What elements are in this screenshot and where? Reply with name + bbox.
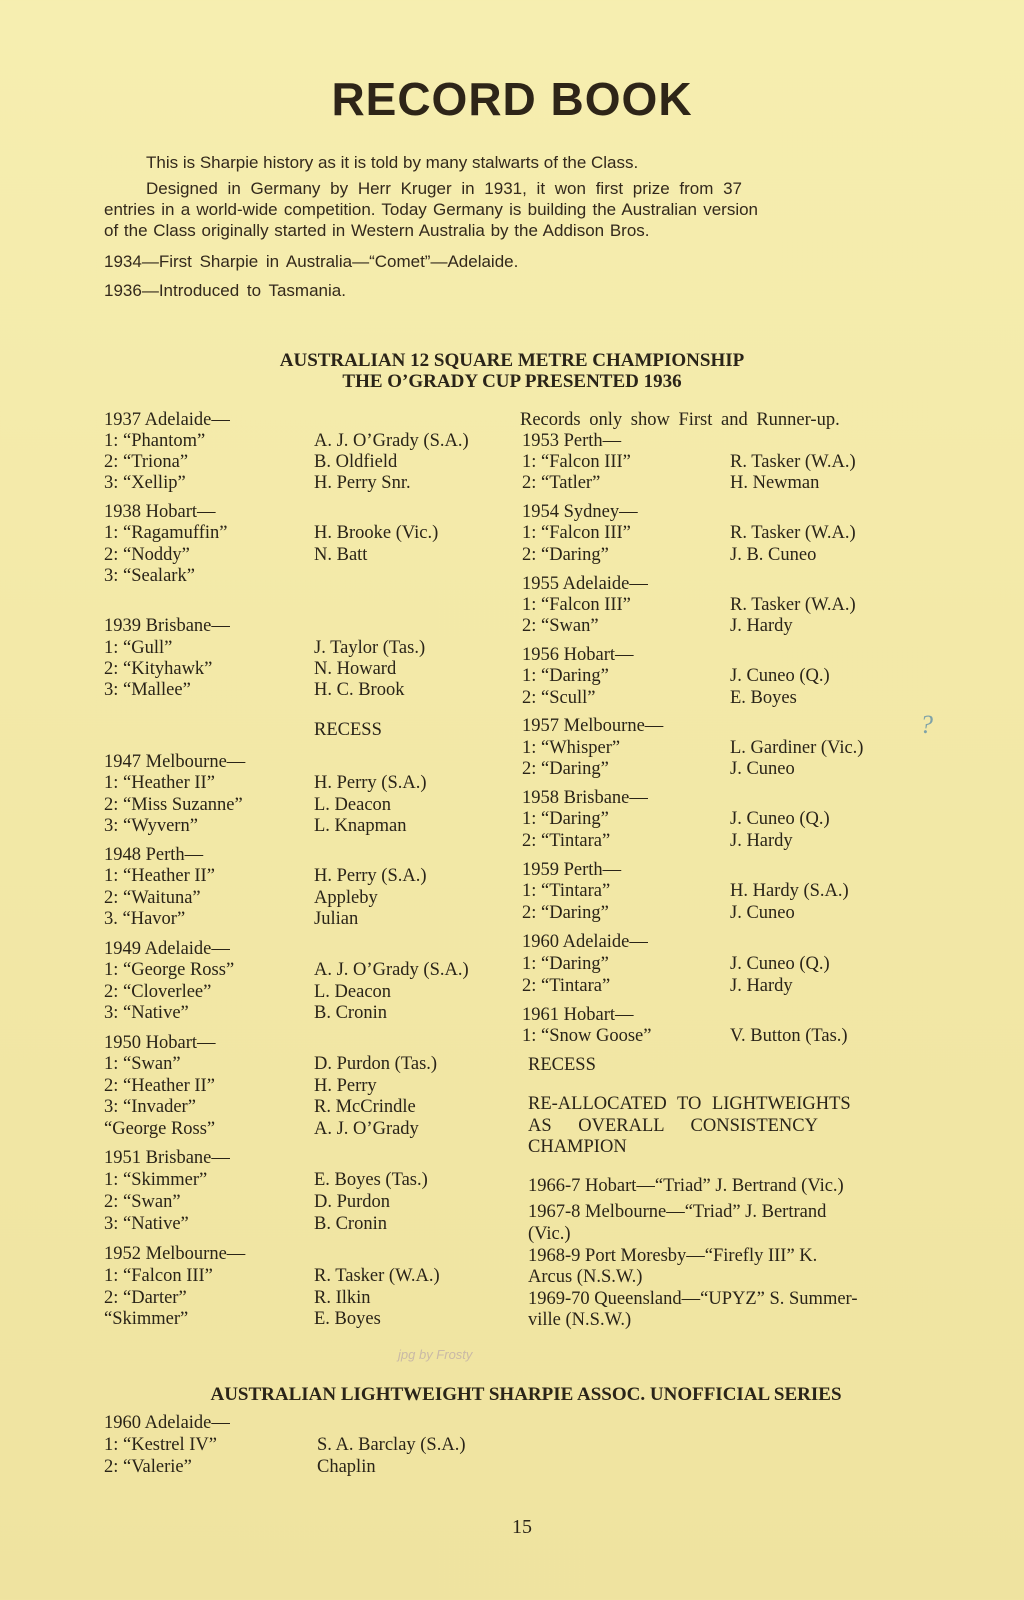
result-skipper: A. J. O’Grady (S.A.) [314,960,469,980]
result-boat: 1947 Melbourne— [104,752,246,772]
result-boat: 1939 Brisbane— [104,616,230,636]
result-boat: 2: “Daring” [522,903,609,923]
result-boat: 1: “Phantom” [104,431,206,451]
result-boat: 1: “Snow Goose” [522,1026,652,1046]
result-skipper: J. Hardy [730,831,793,851]
result-skipper: H. Brooke (Vic.) [314,523,439,543]
result-boat: 1953 Perth— [522,431,622,451]
result-skipper: S. A. Barclay (S.A.) [317,1435,466,1455]
result-boat: 2: “Tatler” [522,473,601,493]
intro-line-3: entries in a world-wide competition. Today Germany is building the Australian version [104,200,759,219]
result-boat: 1954 Sydney— [522,502,638,522]
result-boat: 3: “Invader” [104,1097,196,1117]
result-boat: 2: “Tintara” [522,976,611,996]
result-boat: 1: “Gull” [104,638,173,658]
later-result-line: 1967-8 Melbourne—“Triad” J. Bertrand [528,1202,827,1222]
lightweight-heading: AUSTRALIAN LIGHTWEIGHT SHARPIE ASSOC. UNOFFICIAL SERIES [210,1384,842,1405]
result-boat: 2: “Swan” [522,616,599,636]
result-boat: 1957 Melbourne— [522,716,664,736]
result-skipper: J. Cuneo [730,903,795,923]
result-boat: 2: “Valerie” [104,1457,192,1477]
result-skipper: N. Batt [314,545,368,565]
result-boat: 2: “Swan” [104,1192,181,1212]
result-boat: 3: “Native” [104,1003,189,1023]
result-skipper: R. Tasker (W.A.) [314,1266,440,1286]
result-skipper: V. Button (Tas.) [730,1026,848,1046]
result-boat: 1: “Falcon III” [104,1266,213,1286]
result-skipper: A. J. O’Grady [314,1119,419,1139]
result-skipper: Julian [314,909,359,929]
result-boat: 2: “Daring” [522,545,609,565]
result-skipper: A. J. O’Grady (S.A.) [314,431,469,451]
result-boat: 3: “Mallee” [104,680,191,700]
page-title: RECORD BOOK [331,73,693,125]
result-skipper: R. Tasker (W.A.) [730,452,856,472]
result-boat: 1: “George Ross” [104,960,235,980]
result-boat: 1: “Daring” [522,809,609,829]
result-skipper: J. Cuneo [730,759,795,779]
result-skipper: L. Deacon [314,795,392,815]
result-boat: 2: “Daring” [522,759,609,779]
later-result-line: Arcus (N.S.W.) [528,1267,643,1287]
result-boat: 1: “Daring” [522,666,609,686]
result-boat: 1: “Heather II” [104,773,215,793]
result-boat: 2: “Miss Suzanne” [104,795,243,815]
result-boat: 3: “Native” [104,1214,189,1234]
result-boat: 3: “Sealark” [104,566,195,586]
result-boat: 2: “Kityhawk” [104,659,213,679]
result-skipper: J. Cuneo (Q.) [730,666,830,686]
later-result-line: 1968-9 Port Moresby—“Firefly III” K. [528,1246,818,1266]
result-boat: 2: “Tintara” [522,831,611,851]
result-boat: 2: “Noddy” [104,545,190,565]
result-skipper: Chaplin [317,1457,376,1477]
result-boat: 1: “Tintara” [522,881,611,901]
result-boat: 1959 Perth— [522,860,622,880]
result-skipper: Appleby [314,888,378,908]
championship-subheading: THE O’GRADY CUP PRESENTED 1936 [342,371,682,392]
result-boat: 1: “Falcon III” [522,523,631,543]
result-skipper: D. Purdon [314,1192,391,1212]
watermark: jpg by Frosty [398,1347,473,1362]
result-skipper: J. Taylor (Tas.) [314,638,426,658]
result-boat: 1960 Adelaide— [522,932,648,952]
result-boat: 1956 Hobart— [522,645,634,665]
result-skipper: H. Hardy (S.A.) [730,881,849,901]
result-skipper: E. Boyes (Tas.) [314,1170,428,1190]
result-skipper: H. Newman [730,473,820,493]
result-skipper: RECESS [314,720,382,740]
result-skipper: R. McCrindle [314,1097,416,1117]
handwritten-question-mark: ? [920,710,933,739]
result-boat: 1: “Whisper” [522,738,621,758]
result-boat: 1: “Swan” [104,1054,181,1074]
result-skipper: L. Knapman [314,816,407,836]
result-boat: 1: “Skimmer” [104,1170,208,1190]
right-recess: RECESS [528,1055,596,1075]
championship-heading: AUSTRALIAN 12 SQUARE METRE CHAMPIONSHIP [279,350,745,371]
result-skipper: J. Cuneo (Q.) [730,954,830,974]
result-boat: 3. “Havor” [104,909,186,929]
result-boat: 1958 Brisbane— [522,788,648,808]
reallocated-line-3: CHAMPION [528,1137,627,1157]
result-boat: 1938 Hobart— [104,502,216,522]
intro-line-4: of the Class originally started in Western Australia by the Addison Bros. [104,221,650,240]
intro-line-1: This is Sharpie history as it is told by many stalwarts of the Class. [146,153,639,172]
result-skipper: N. Howard [314,659,397,679]
result-boat: 1952 Melbourne— [104,1244,246,1264]
result-boat: 2: “Waituna” [104,888,201,908]
result-boat: 1949 Adelaide— [104,939,230,959]
result-boat: 1: “Kestrel IV” [104,1435,218,1455]
result-skipper: H. Perry (S.A.) [314,866,427,886]
result-skipper: H. Perry (S.A.) [314,773,427,793]
result-boat: 1948 Perth— [104,845,204,865]
result-skipper: R. Tasker (W.A.) [730,595,856,615]
result-skipper: H. C. Brook [314,680,405,700]
result-boat: 2: “Triona” [104,452,189,472]
result-boat: 2: “Darter” [104,1288,187,1308]
result-boat: 1937 Adelaide— [104,410,230,430]
result-boat: 2: “Cloverlee” [104,982,212,1002]
result-skipper: J. B. Cuneo [730,545,817,565]
result-boat: 1: “Falcon III” [522,595,631,615]
result-boat: 3: “Xellip” [104,473,186,493]
result-boat: 1: “Ragamuffin” [104,523,228,543]
later-result-line: 1969-70 Queensland—“UPYZ” S. Summer- [528,1289,858,1309]
intro-line-2: Designed in Germany by Herr Kruger in 1931, it won first prize from 37 [146,179,743,198]
result-boat: 1951 Brisbane— [104,1148,230,1168]
result-boat: “Skimmer” [104,1309,189,1329]
intro-line-6: 1936—Introduced to Tasmania. [104,281,346,300]
intro-line-5: 1934—First Sharpie in Australia—“Comet”—Adelaide. [104,252,519,271]
result-boat: 1950 Hobart— [104,1033,216,1053]
page-number: 15 [512,1516,532,1538]
result-skipper: J. Hardy [730,616,793,636]
result-skipper: J. Hardy [730,976,793,996]
reallocated-line-2: AS OVERALL CONSISTENCY [528,1116,818,1136]
result-skipper: R. Ilkin [314,1288,371,1308]
result-boat: 1: “Heather II” [104,866,215,886]
result-skipper: H. Perry Snr. [314,473,411,493]
result-boat: 1955 Adelaide— [522,574,648,594]
later-result-line: ville (N.S.W.) [528,1310,632,1330]
records-note: Records only show First and Runner-up. [520,410,840,430]
result-skipper: J. Cuneo (Q.) [730,809,830,829]
result-boat: 2: “Heather II” [104,1076,215,1096]
result-skipper: L. Deacon [314,982,392,1002]
result-boat: 2: “Scull” [522,688,596,708]
result-skipper: B. Cronin [314,1214,387,1234]
result-boat: “George Ross” [104,1119,216,1139]
result-boat: 1: “Daring” [522,954,609,974]
reallocated-line-1: RE-ALLOCATED TO LIGHTWEIGHTS [528,1094,851,1114]
result-skipper: R. Tasker (W.A.) [730,523,856,543]
result-boat: 3: “Wyvern” [104,816,198,836]
result-boat: 1: “Falcon III” [522,452,631,472]
result-skipper: D. Purdon (Tas.) [314,1054,438,1074]
result-boat: 1961 Hobart— [522,1005,634,1025]
result-skipper: H. Perry [314,1076,377,1096]
later-result-line: 1966-7 Hobart—“Triad” J. Bertrand (Vic.) [528,1176,844,1196]
result-skipper: L. Gardiner (Vic.) [730,738,864,758]
result-skipper: B. Oldfield [314,452,398,472]
result-skipper: E. Boyes [314,1309,381,1329]
result-boat: 1960 Adelaide— [104,1413,230,1433]
result-skipper: B. Cronin [314,1003,387,1023]
result-skipper: E. Boyes [730,688,797,708]
later-result-line: (Vic.) [528,1224,571,1244]
